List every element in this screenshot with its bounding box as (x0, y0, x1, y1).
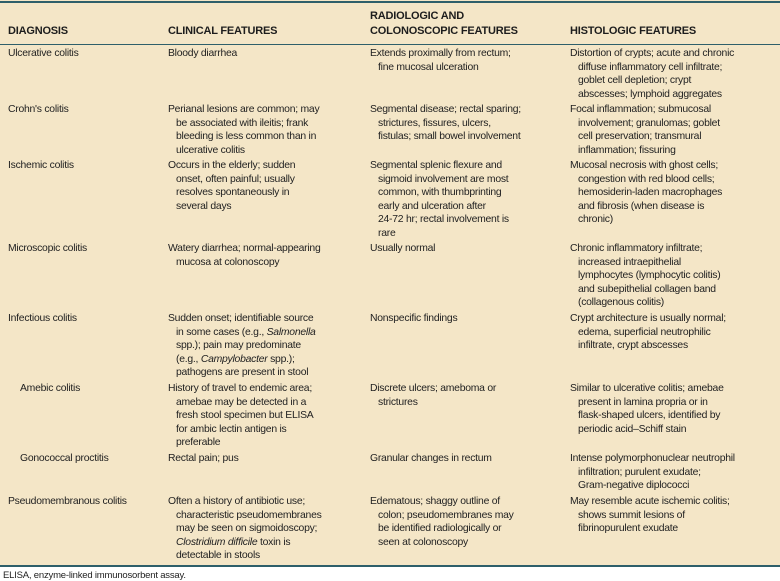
diagnosis-cell: Ischemic colitis (8, 160, 74, 171)
diagnosis-cell: Infectious colitis (8, 313, 77, 324)
cell-text: Granular changes in rectum (370, 453, 492, 464)
header-rule (0, 44, 780, 45)
radiologic-features-cell (370, 312, 457, 326)
clinical-features-cell (168, 103, 319, 157)
cell-text: Sudden onset; identifiable source in some cases (e.g., (168, 313, 314, 338)
radiologic-features-cell (370, 103, 521, 144)
radiologic-features-cell (370, 159, 509, 240)
cell-text: Often a history of antibiotic use; characteristic pseudomembranes may be seen on sigmoidoscopy; (168, 496, 322, 534)
cell-text: Discrete ulcers; ameboma or strictures (370, 383, 497, 408)
cell-text: spp.); pathogens are present in stool (176, 353, 309, 378)
organism-name: Salmonella (266, 326, 316, 338)
histologic-features-cell (570, 495, 730, 536)
header-diagnosis: DIAGNOSIS (8, 25, 68, 37)
cell-text: spp.); pain may predominate (e.g., (176, 340, 301, 365)
diagnosis-cell: Gonococcal proctitis (20, 453, 109, 464)
cell-text: Perianal lesions are common; may be associated with ileitis; frank bleeding is less common than in ulcerative colitis (168, 104, 320, 156)
radiologic-features-cell (370, 47, 511, 74)
footnote: ELISA, enzyme-linked immunosorbent assay. (3, 570, 186, 581)
cell-text: Occurs in the elderly; sudden onset, often painful; usually resolves spontaneously in several days (168, 160, 296, 212)
cell-text: Similar to ulcerative colitis; amebae present in lamina propria or in flask-shaped ulcers, identified by periodic acid–Schiff stain (570, 383, 724, 435)
cell-text: Focal inflammation; submucosal involvement; granulomas; goblet cell preservation; transmural inflammation; fissuring (570, 104, 720, 156)
diagnosis-cell: Amebic colitis (20, 383, 81, 394)
diagnosis-cell: Microscopic colitis (8, 243, 87, 254)
histologic-features-cell (570, 452, 735, 493)
table-top-rule (0, 1, 780, 3)
cell-text: Watery diarrhea; normal-appearing mucosa at colonoscopy (168, 243, 321, 268)
header-radiologic-features: RADIOLOGIC AND COLONOSCOPIC FEATURES (370, 10, 518, 37)
cell-text: Usually normal (370, 243, 436, 254)
cell-text: Chronic inflammatory infiltrate; increased intraepithelial lymphocytes (lymphocytic colitis) and subepithelial collagen band (collagenous colitis) (570, 243, 721, 308)
cell-text: Bloody diarrhea (168, 48, 238, 59)
radiologic-features-cell (370, 382, 496, 409)
cell-text: History of travel to endemic area; amebae may be detected in a fresh stool specimen but ELISA for ambic lectin antigen is preferable (168, 383, 314, 448)
cell-text: Edematous; shaggy outline of colon; pseudomembranes may be identified radiologically or seen at colonoscopy (370, 496, 514, 548)
table-bottom-rule (0, 565, 780, 567)
header-histologic-features: HISTOLOGIC FEATURES (570, 25, 696, 37)
radiologic-features-cell (370, 495, 514, 549)
diagnosis-cell: Crohn's colitis (8, 104, 69, 115)
clinical-features-cell (168, 312, 316, 380)
cell-text: Nonspecific findings (370, 313, 458, 324)
histologic-features-cell (570, 47, 734, 101)
organism-name: Campylobacter (200, 353, 268, 365)
clinical-features-cell (168, 495, 322, 563)
diagnosis-cell: Ulcerative colitis (8, 48, 79, 59)
cell-text: toxin is detectable in stools (176, 536, 291, 561)
cell-text: Extends proximally from rectum; fine mucosal ulceration (370, 48, 511, 73)
clinical-features-cell (168, 242, 321, 269)
histologic-features-cell (570, 103, 720, 157)
radiologic-features-cell (370, 452, 492, 466)
clinical-features-cell (168, 382, 313, 450)
histologic-features-cell (570, 159, 722, 227)
histologic-features-cell (570, 312, 726, 353)
cell-text: Intense polymorphonuclear neutrophil infiltration; purulent exudate; Gram-negative diplococci (570, 453, 735, 491)
histologic-features-cell (570, 242, 720, 310)
histologic-features-cell (570, 382, 724, 436)
header-clinical-features: CLINICAL FEATURES (168, 25, 278, 37)
cell-text: Rectal pain; pus (168, 453, 239, 464)
cell-text: Distortion of crypts; acute and chronic diffuse inflammatory cell infiltrate; goblet cell depletion; crypt abscesses; lymphoid aggregates (570, 48, 735, 100)
cell-text: Segmental disease; rectal sparing; strictures, fissures, ulcers, fistulas; small bowel involvement (370, 104, 521, 142)
cell-text: Segmental splenic flexure and sigmoid involvement are most common, with thumbprinting early and ulceration after 24-72 hr; rectal involvement is rare (370, 160, 509, 239)
diagnosis-cell: Pseudomembranous colitis (8, 496, 127, 507)
cell-text: Crypt architecture is usually normal; edema, superficial neutrophilic infiltrate, crypt abscesses (570, 313, 726, 351)
radiologic-features-cell (370, 242, 435, 256)
cell-text: May resemble acute ischemic colitis; shows summit lesions of fibrinopurulent exudate (570, 496, 730, 534)
organism-name: Clostridium difficile (176, 536, 258, 548)
cell-text: Mucosal necrosis with ghost cells; congestion with red blood cells; hemosiderin-laden macrophages and fibrosis (when disease is chronic) (570, 160, 723, 225)
clinical-features-cell (168, 452, 239, 466)
clinical-features-cell (168, 159, 295, 213)
clinical-features-cell (168, 47, 237, 61)
